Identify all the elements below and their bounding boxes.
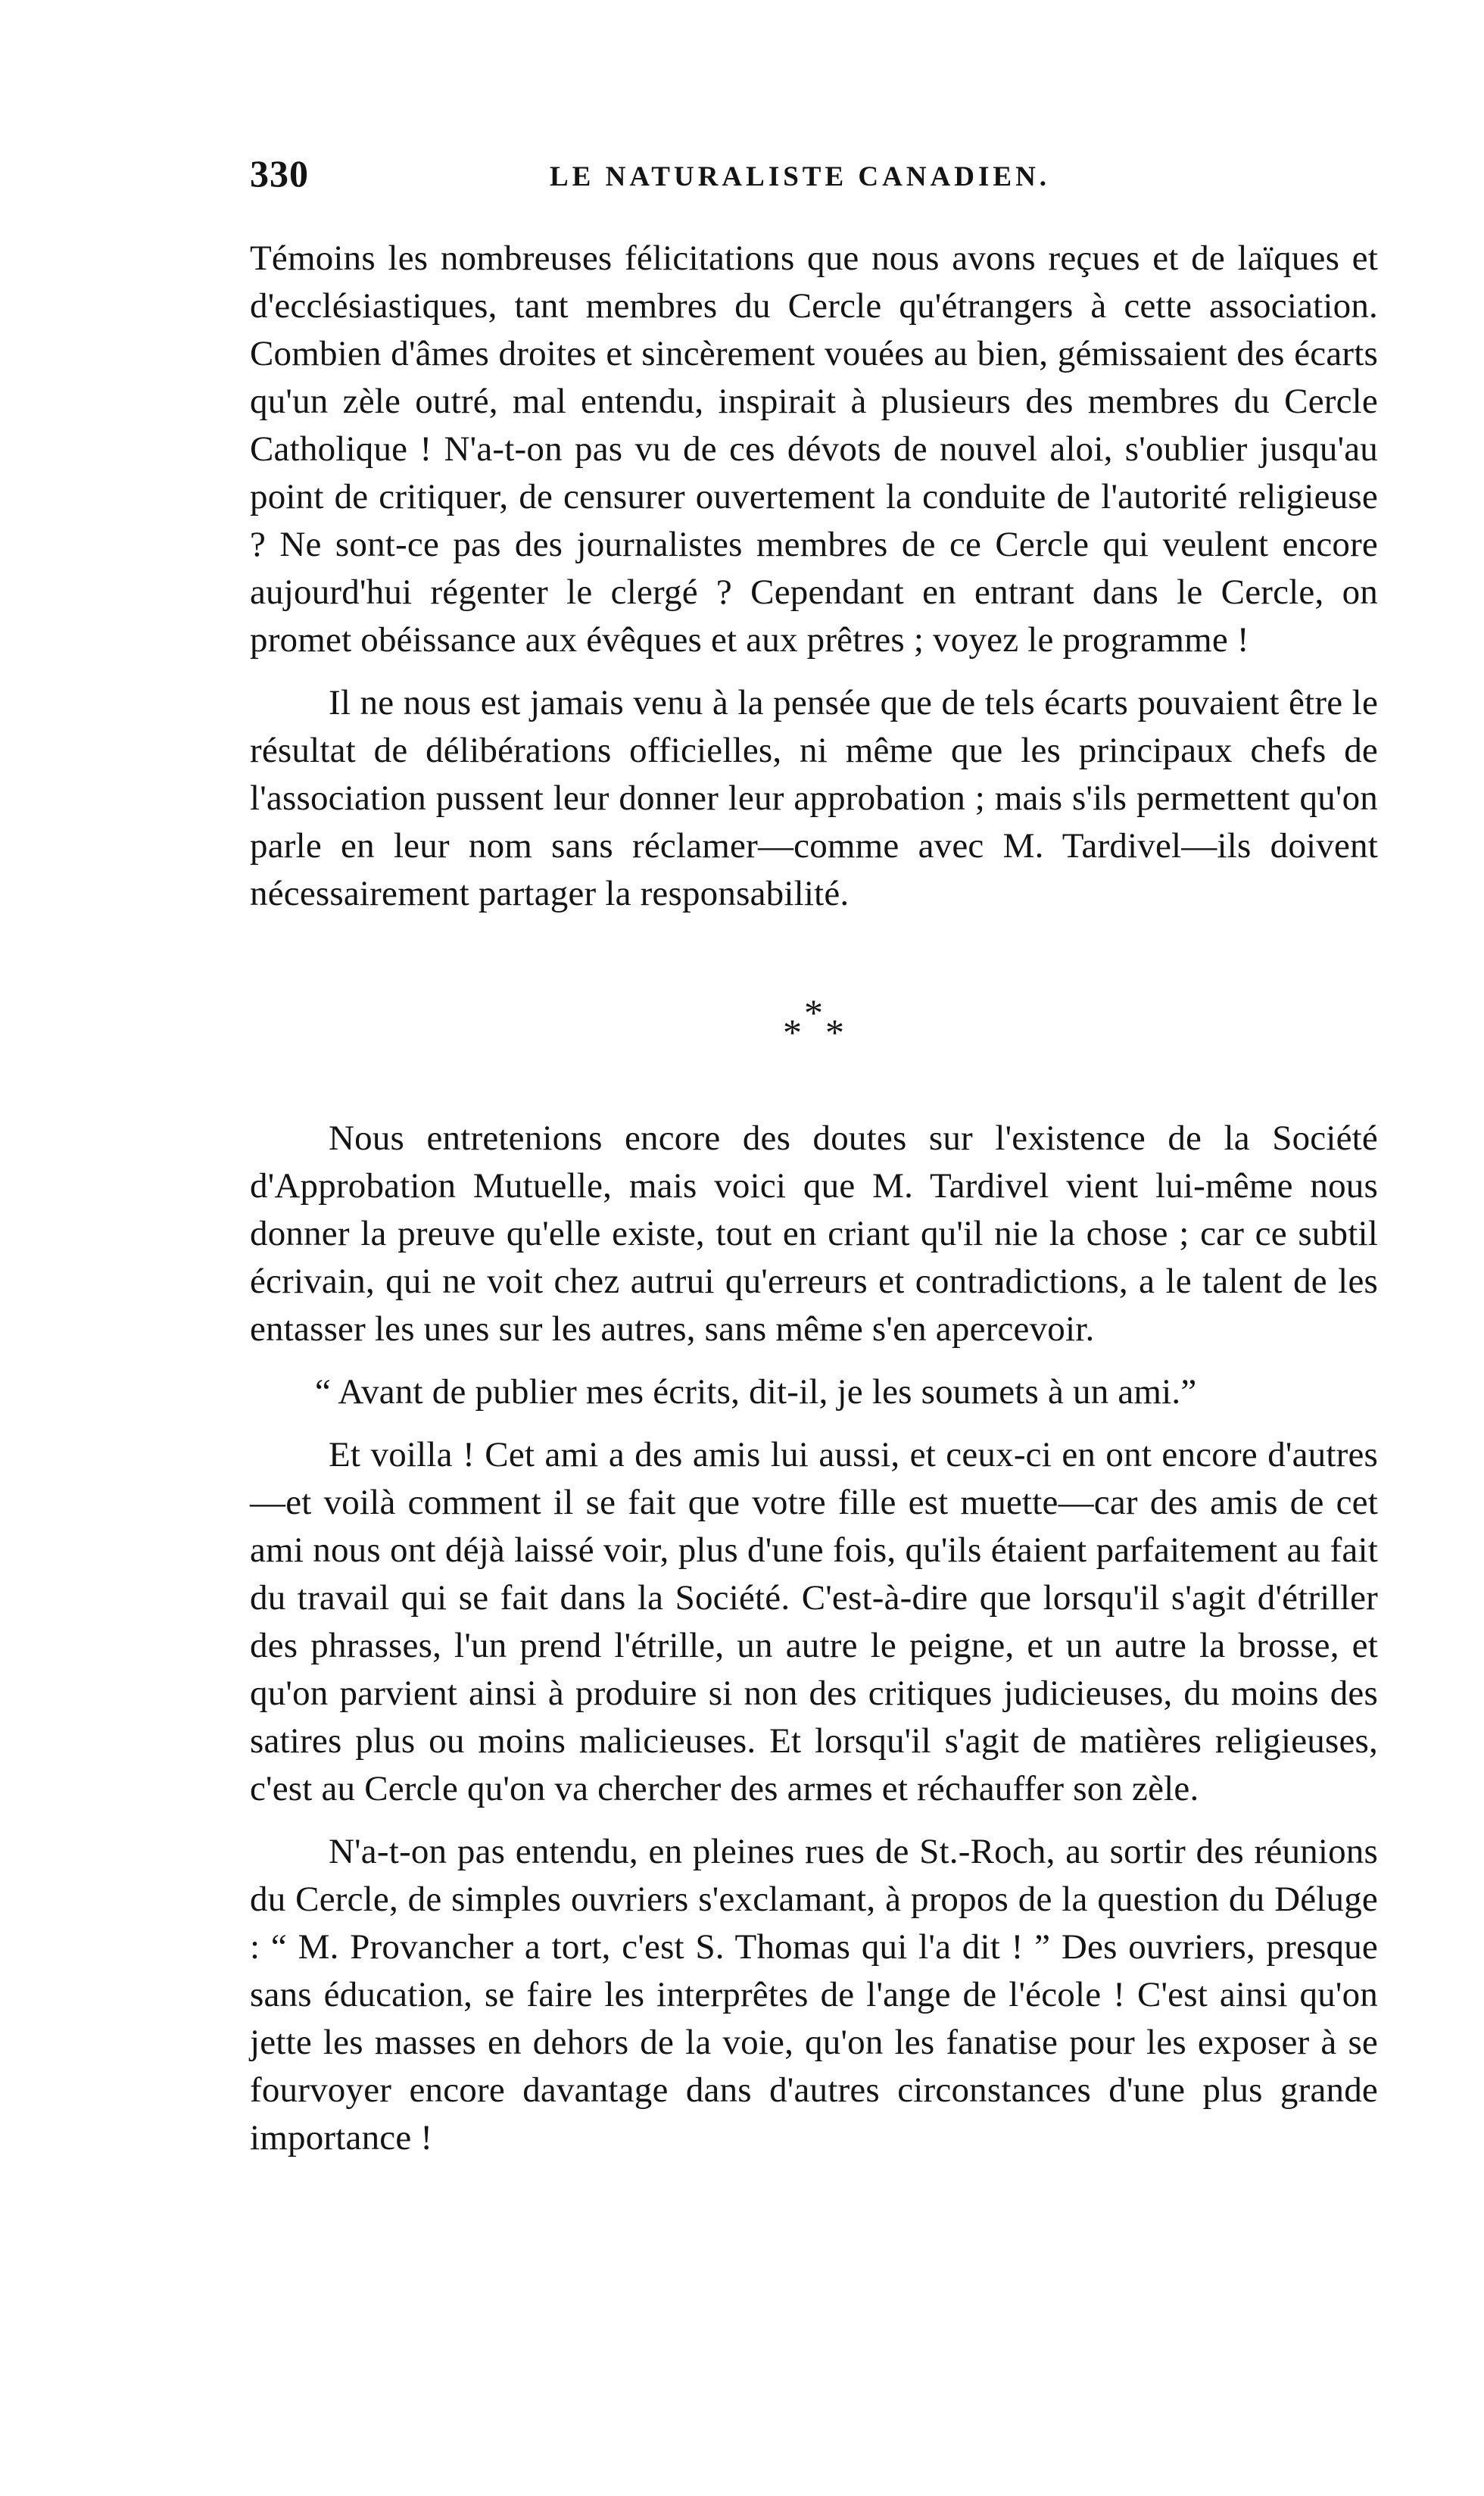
quotation-avant-de-publier: “ Avant de publier mes écrits, dit-il, je les soumets à un ami.” — [315, 1372, 1197, 1412]
journal-title: LE NATURALISTE CANADIEN. — [550, 161, 1051, 192]
section-separator — [250, 933, 1378, 1115]
paragraph-jamais-venu: Il ne nous est jamais venu à la pensée que de tels écarts pouvaient être le résultat de délibérations officielles, ni même que les principaux chefs de l'association pussent leur donner leur approbation ; mais s'ils permettent qu'on parle en leur nom sans réclamer—comme avec M. Tardivel—ils doivent nécessairement partager la responsabilité. — [250, 683, 1378, 913]
paragraph-temoins: Témoins les nombreuses félicitations que nous avons reçues et de laïques et d'ecclésiastiques, tant membres du Cercle qu'étrangers à cette association. Combien d'âmes droites et sincèrement vouées au bien, gémissaient des écarts qu'un zèle outré, mal entendu, inspirait à plusieurs des membres du Cercle Catholique ! N'a-t-on pas vu de ces dévots de nouvel aloi, s'oublier jusqu'au point de critiquer, de censurer ouvertement la conduite de l'autorité religieuse ? Ne sont-ce pas des journalistes membres de ce Cercle qui veulent encore aujourd'hui régenter le clergé ? Cependant en entrant dans le Cercle, on promet obéissance aux évêques et aux prêtres ; voyez le programme ! — [250, 239, 1378, 660]
paragraph-et-voilla: Et voilla ! Cet ami a des amis lui aussi, et ceux-ci en ont encore d'autres—et voilà comment il se fait que votre fille est muette—car des amis de cet ami nous ont déjà laissé voir, plus d'une fois, qu'ils étaient parfaitement au fait du travail qui se fait dans la Société. C'est-à-dire que lorsqu'il s'agit d'étriller des phrasses, l'un prend l'étrille, un autre le peigne, et un autre la brosse, et qu'on parvient ainsi à produire si non des critiques judicieuses, du moins des satires plus ou moins malicieuses. Et lorsqu'il s'agit de matières religieuses, c'est au Cercle qu'on va chercher des armes et réchauffer son zèle. — [250, 1435, 1378, 1808]
book-page — [250, 151, 1378, 2177]
asterism-star-top: * — [804, 991, 823, 1034]
paragraph-nous-entretenions: Nous entretenions encore des doutes sur l'existence de la Société d'Approbation Mutuelle, mais voici que M. Tardivel vient lui-même nous donner la preuve qu'elle existe, tout en criant qu'il nie la chose ; car ce subtil écrivain, qui ne voit chez autrui qu'erreurs et contradictions, a le talent de les entasser les unes sur les autres, sans même s'en apercevoir. — [250, 1119, 1378, 1349]
page-number: 330 — [250, 152, 309, 195]
paragraph-entendu-st-roch: N'a-t-on pas entendu, en pleines rues de St.-Roch, au sortir des réunions du Cercle, de simples ouvriers s'exclamant, à propos de la question du Déluge : “ M. Provancher a tort, c'est S. Thomas qui l'a dit ! ” Des ouvriers, presque sans éducation, se faire les interprêtes de l'ange de l'école ! C'est ainsi qu'on jette les masses en dehors de la voie, qu'on les fanatise pour les exposer à se fourvoyer encore davantage dans d'autres circonstances d'une plus grande importance ! — [250, 1832, 1378, 2157]
asterism-star-left: * — [783, 1011, 802, 1053]
running-head — [250, 151, 1378, 197]
asterism — [783, 991, 851, 1054]
asterism-star-right: * — [825, 1011, 844, 1053]
